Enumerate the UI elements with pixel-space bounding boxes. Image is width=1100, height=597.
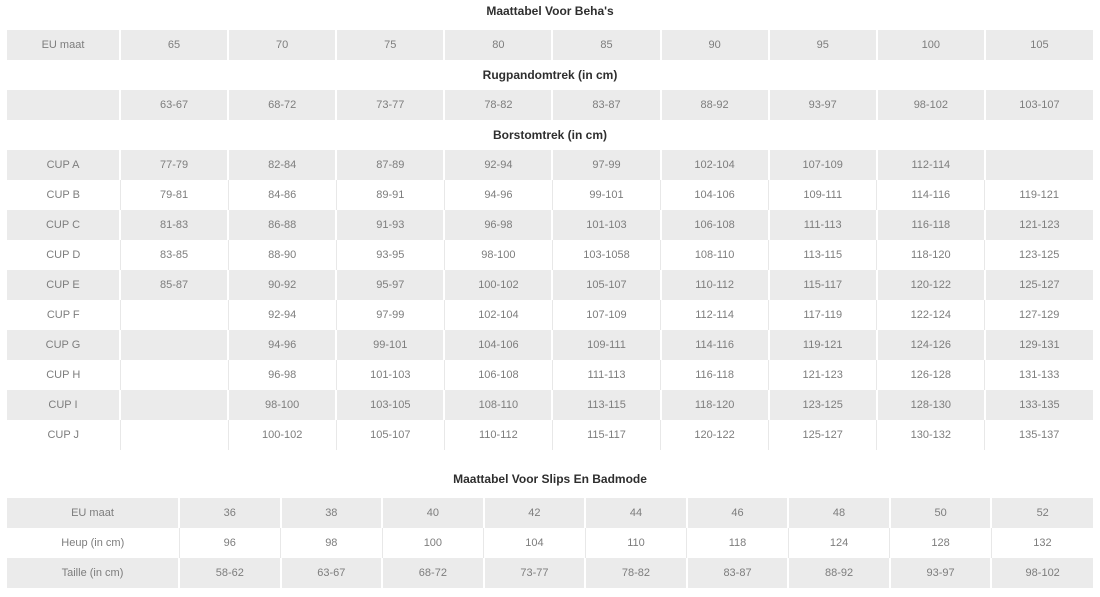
value-cell: 83-87 [687, 558, 789, 588]
value-cell [120, 390, 228, 420]
value-cell: 100 [382, 528, 484, 558]
value-cell: 86-88 [228, 210, 336, 240]
value-cell: 121-123 [985, 210, 1093, 240]
value-cell: 98-100 [444, 240, 552, 270]
value-cell: 118-120 [661, 390, 769, 420]
value-cell [120, 300, 228, 330]
size-cell: 90 [661, 30, 769, 60]
table-row [7, 210, 1093, 240]
value-cell: 58-62 [179, 558, 281, 588]
value-cell [120, 330, 228, 360]
row-label-cell: Taille (in cm) [7, 558, 179, 588]
row-label-cell: Heup (in cm) [7, 528, 179, 558]
value-cell: 115-117 [769, 270, 877, 300]
value-cell: 105-107 [336, 420, 444, 450]
value-cell [120, 360, 228, 390]
value-cell: 125-127 [769, 420, 877, 450]
value-cell: 102-104 [444, 300, 552, 330]
section-header-cell: Rugpandomtrek (in cm) [7, 60, 1093, 90]
table-row [7, 360, 1093, 390]
value-cell: 131-133 [985, 360, 1093, 390]
value-cell: 104 [484, 528, 586, 558]
value-cell: 88-92 [661, 90, 769, 120]
value-cell: 108-110 [661, 240, 769, 270]
value-cell: 118 [687, 528, 789, 558]
value-cell: 36 [179, 498, 281, 528]
table-row [7, 558, 1093, 588]
value-cell: 114-116 [877, 180, 985, 210]
value-cell: 121-123 [769, 360, 877, 390]
value-cell: 124-126 [877, 330, 985, 360]
value-cell: 109-111 [552, 330, 660, 360]
table-row [7, 420, 1093, 450]
size-cell: 75 [336, 30, 444, 60]
value-cell: 83-85 [120, 240, 228, 270]
value-cell: 108-110 [444, 390, 552, 420]
value-cell: 44 [585, 498, 687, 528]
value-cell: 73-77 [484, 558, 586, 588]
value-cell: 83-87 [552, 90, 660, 120]
value-cell: 48 [788, 498, 890, 528]
value-cell: 128 [890, 528, 992, 558]
value-cell: 91-93 [336, 210, 444, 240]
row-label-cell [7, 90, 120, 120]
value-cell: 87-89 [336, 150, 444, 180]
value-cell: 42 [484, 498, 586, 528]
table-row [7, 498, 1093, 528]
table-row [7, 120, 1093, 150]
value-cell: 105-107 [552, 270, 660, 300]
value-cell: 110-112 [444, 420, 552, 450]
table-row [7, 60, 1093, 90]
size-cell: 65 [120, 30, 228, 60]
value-cell: 63-67 [281, 558, 383, 588]
value-cell: 73-77 [336, 90, 444, 120]
value-cell: 97-99 [336, 300, 444, 330]
table-row [7, 150, 1093, 180]
table-row [7, 528, 1093, 558]
row-label-cell: EU maat [7, 498, 179, 528]
value-cell: 92-94 [228, 300, 336, 330]
value-cell: 104-106 [444, 330, 552, 360]
row-label-cell: EU maat [7, 30, 120, 60]
value-cell: 96 [179, 528, 281, 558]
value-cell: 77-79 [120, 150, 228, 180]
value-cell: 111-113 [552, 360, 660, 390]
value-cell: 132 [991, 528, 1093, 558]
value-cell: 99-101 [552, 180, 660, 210]
value-cell: 85-87 [120, 270, 228, 300]
value-cell: 119-121 [985, 180, 1093, 210]
size-cell: 100 [877, 30, 985, 60]
size-cell: 85 [552, 30, 660, 60]
value-cell: 68-72 [382, 558, 484, 588]
value-cell: 123-125 [985, 240, 1093, 270]
row-label-cell: CUP B [7, 180, 120, 210]
value-cell: 103-105 [336, 390, 444, 420]
value-cell: 124 [788, 528, 890, 558]
value-cell: 110 [585, 528, 687, 558]
size-cell: 80 [444, 30, 552, 60]
value-cell: 68-72 [228, 90, 336, 120]
value-cell: 98-100 [228, 390, 336, 420]
table-row [7, 240, 1093, 270]
value-cell: 120-122 [877, 270, 985, 300]
value-cell: 93-97 [890, 558, 992, 588]
value-cell [120, 420, 228, 450]
value-cell: 78-82 [444, 90, 552, 120]
value-cell: 79-81 [120, 180, 228, 210]
table-row [7, 300, 1093, 330]
size-cell: 70 [228, 30, 336, 60]
value-cell: 78-82 [585, 558, 687, 588]
value-cell: 84-86 [228, 180, 336, 210]
value-cell: 122-124 [877, 300, 985, 330]
bra-table-title: Maattabel Voor Beha's [486, 4, 614, 18]
value-cell: 103-1058 [552, 240, 660, 270]
value-cell: 81-83 [120, 210, 228, 240]
value-cell: 102-104 [661, 150, 769, 180]
size-cell: 105 [985, 30, 1093, 60]
row-label-cell: CUP H [7, 360, 120, 390]
table-row [7, 30, 1093, 60]
value-cell: 112-114 [661, 300, 769, 330]
value-cell: 129-131 [985, 330, 1093, 360]
value-cell: 112-114 [877, 150, 985, 180]
row-label-cell: CUP J [7, 420, 120, 450]
value-cell: 63-67 [120, 90, 228, 120]
value-cell: 94-96 [228, 330, 336, 360]
value-cell: 101-103 [336, 360, 444, 390]
size-cell: 95 [769, 30, 877, 60]
slip-table-title: Maattabel Voor Slips En Badmode [453, 472, 647, 486]
value-cell: 106-108 [444, 360, 552, 390]
value-cell: 111-113 [769, 210, 877, 240]
value-cell: 107-109 [769, 150, 877, 180]
value-cell: 93-95 [336, 240, 444, 270]
row-label-cell: CUP D [7, 240, 120, 270]
value-cell: 88-90 [228, 240, 336, 270]
value-cell: 52 [991, 498, 1093, 528]
value-cell: 120-122 [661, 420, 769, 450]
value-cell: 116-118 [661, 360, 769, 390]
value-cell: 93-97 [769, 90, 877, 120]
row-label-cell: CUP C [7, 210, 120, 240]
value-cell: 101-103 [552, 210, 660, 240]
value-cell: 95-97 [336, 270, 444, 300]
bra-size-table [7, 30, 1093, 450]
table-row [7, 90, 1093, 120]
row-label-cell: CUP F [7, 300, 120, 330]
value-cell: 135-137 [985, 420, 1093, 450]
value-cell: 110-112 [661, 270, 769, 300]
value-cell: 133-135 [985, 390, 1093, 420]
value-cell: 117-119 [769, 300, 877, 330]
value-cell: 115-117 [552, 420, 660, 450]
value-cell: 50 [890, 498, 992, 528]
value-cell: 100-102 [444, 270, 552, 300]
value-cell: 123-125 [769, 390, 877, 420]
value-cell: 38 [281, 498, 383, 528]
slip-size-table [7, 498, 1093, 588]
value-cell: 97-99 [552, 150, 660, 180]
value-cell: 104-106 [661, 180, 769, 210]
value-cell: 90-92 [228, 270, 336, 300]
value-cell: 118-120 [877, 240, 985, 270]
value-cell: 109-111 [769, 180, 877, 210]
value-cell: 88-92 [788, 558, 890, 588]
value-cell: 96-98 [228, 360, 336, 390]
value-cell: 98 [281, 528, 383, 558]
row-label-cell: CUP A [7, 150, 120, 180]
value-cell: 96-98 [444, 210, 552, 240]
value-cell: 126-128 [877, 360, 985, 390]
value-cell: 113-115 [769, 240, 877, 270]
value-cell: 94-96 [444, 180, 552, 210]
section-header-cell: Borstomtrek (in cm) [7, 120, 1093, 150]
table-row [7, 330, 1093, 360]
value-cell: 107-109 [552, 300, 660, 330]
table-row [7, 270, 1093, 300]
value-cell: 46 [687, 498, 789, 528]
value-cell: 106-108 [661, 210, 769, 240]
value-cell: 128-130 [877, 390, 985, 420]
row-label-cell: CUP I [7, 390, 120, 420]
value-cell: 89-91 [336, 180, 444, 210]
value-cell: 103-107 [985, 90, 1093, 120]
value-cell: 113-115 [552, 390, 660, 420]
value-cell: 116-118 [877, 210, 985, 240]
value-cell: 114-116 [661, 330, 769, 360]
value-cell: 127-129 [985, 300, 1093, 330]
value-cell [985, 150, 1093, 180]
value-cell: 82-84 [228, 150, 336, 180]
row-label-cell: CUP E [7, 270, 120, 300]
table-row [7, 390, 1093, 420]
table-row [7, 180, 1093, 210]
value-cell: 100-102 [228, 420, 336, 450]
row-label-cell: CUP G [7, 330, 120, 360]
value-cell: 130-132 [877, 420, 985, 450]
value-cell: 92-94 [444, 150, 552, 180]
value-cell: 98-102 [877, 90, 985, 120]
value-cell: 119-121 [769, 330, 877, 360]
value-cell: 125-127 [985, 270, 1093, 300]
value-cell: 40 [382, 498, 484, 528]
value-cell: 98-102 [991, 558, 1093, 588]
value-cell: 99-101 [336, 330, 444, 360]
